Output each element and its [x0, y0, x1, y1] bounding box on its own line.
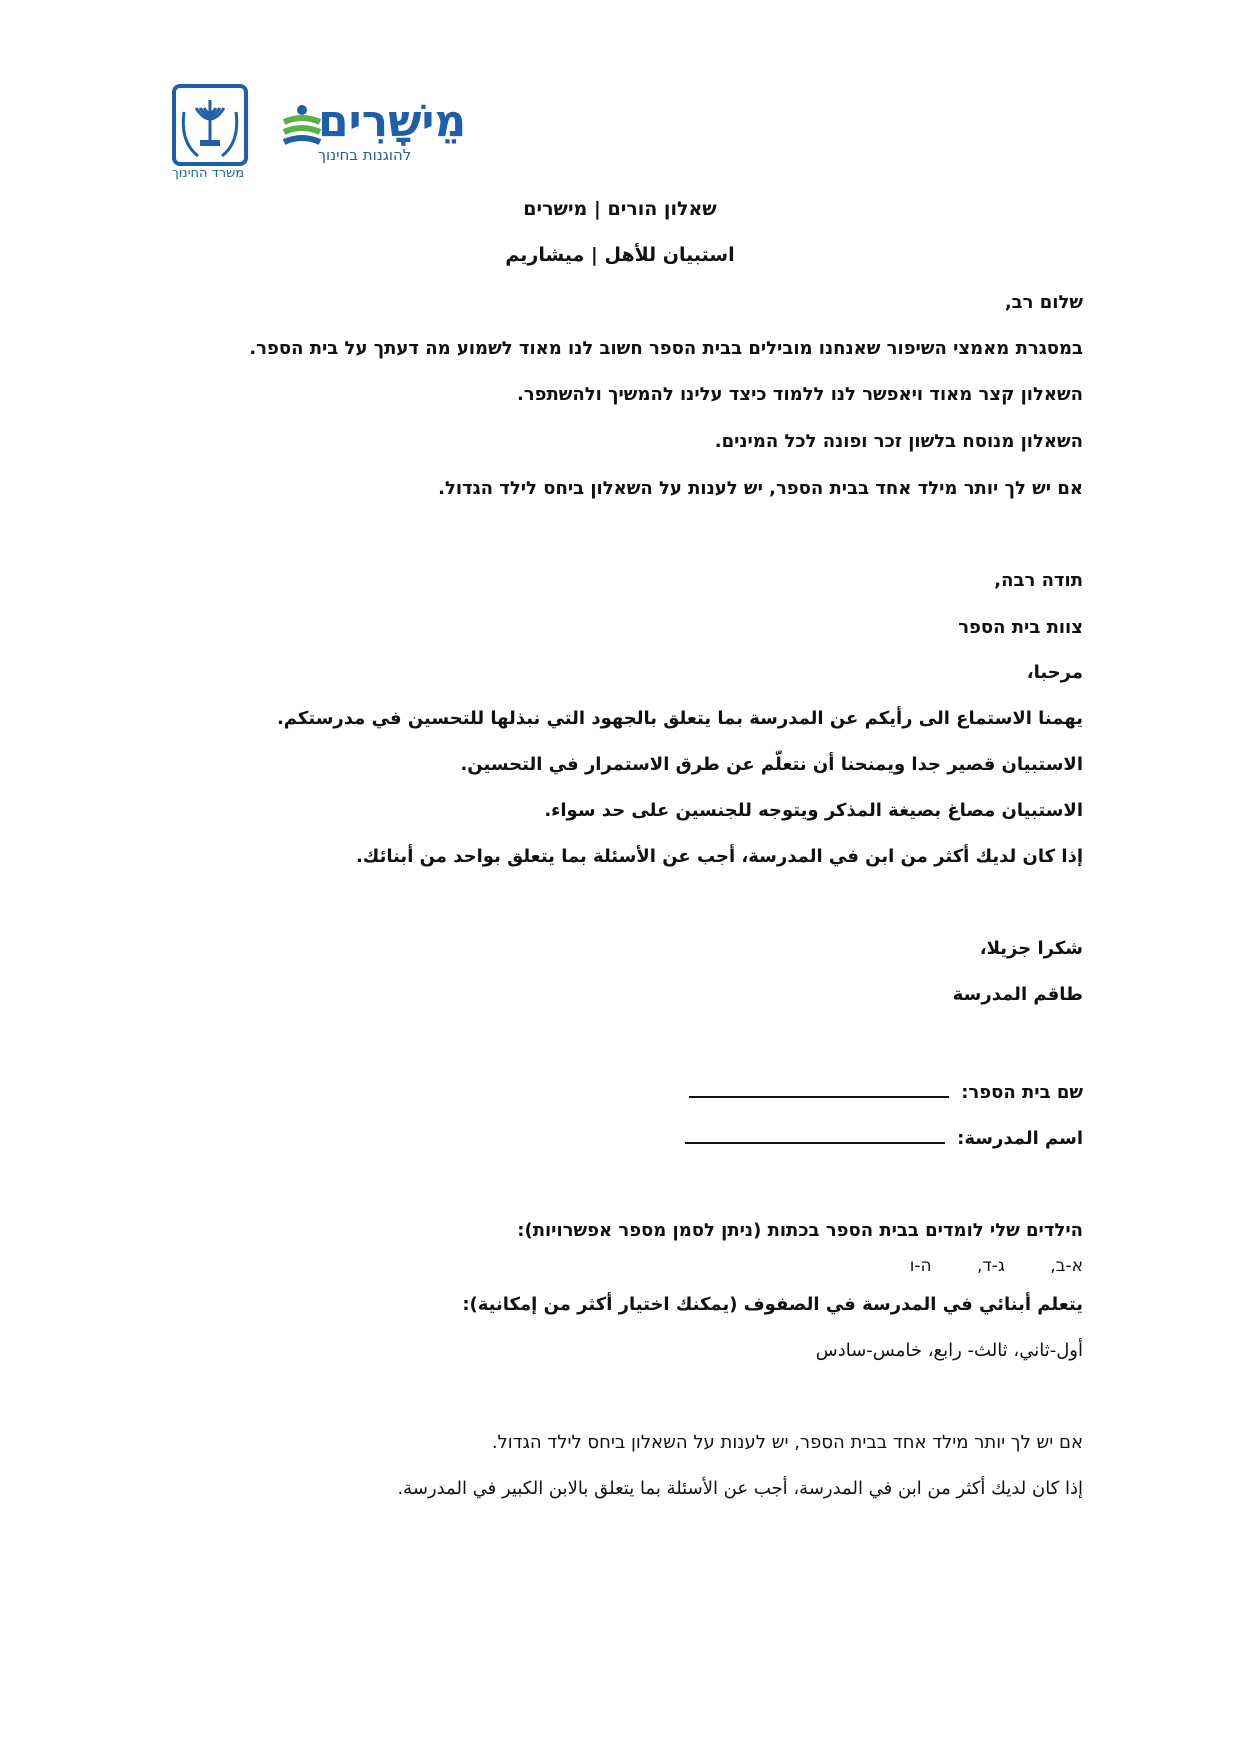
- meitarim-logo-title: מֵישָׁרִים: [318, 96, 467, 147]
- school-name-label-ar: اسم المدرسة:: [957, 1128, 1083, 1149]
- footer-note-ar: إذا كان لديك أكثر من ابن في المدرسة، أجب عن الأسئلة بما يتعلق بالابن الكبير في المدرسة.: [397, 1478, 1083, 1499]
- meitarim-logo-subtitle: להוגנות בחינוך: [318, 146, 412, 164]
- hebrew-paragraph-3: השאלון מנוסח בלשון זכר ופונה לכל המינים.: [714, 431, 1083, 452]
- arabic-greeting: مرحبا،: [1026, 662, 1083, 683]
- hebrew-paragraph-4: אם יש לך יותר מילד אחד בבית הספר, יש לענות על השאלון ביחס לילד הגדול.: [438, 478, 1083, 499]
- hebrew-thanks: תודה רבה,: [994, 570, 1083, 591]
- school-name-input-he[interactable]: [689, 1096, 949, 1098]
- grade-option-3-4[interactable]: ג-ד,: [977, 1256, 1005, 1276]
- arabic-paragraph-3: الاستبيان مصاغ بصيغة المذكر ويتوجه للجنسين على حد سواء.: [544, 800, 1083, 821]
- grades-question-ar: يتعلم أبنائي في المدرسة في الصفوف (يمكنك اختيار أكثر من إمكانية):: [462, 1294, 1083, 1315]
- arabic-thanks: شكرا جزيلا،: [979, 938, 1083, 959]
- ministry-caption: משרד החינוך: [171, 166, 245, 181]
- hebrew-greeting: שלום רב,: [1004, 292, 1083, 313]
- school-name-label-he: שם בית הספר:: [961, 1082, 1083, 1103]
- grades-question-he: הילדים שלי לומדים בבית הספר בכתות (ניתן לסמן מספר אפשרויות):: [517, 1220, 1083, 1241]
- school-name-input-ar[interactable]: [685, 1142, 945, 1144]
- hebrew-paragraph-1: במסגרת מאמצי השיפור שאנחנו מובילים בבית הספר חשוב לנו מאוד לשמוע מה דעתך על בית הספר.: [249, 338, 1083, 359]
- school-name-field-he: [689, 1082, 1083, 1103]
- title-arabic: استبيان للأهل | ميشاريم: [505, 244, 735, 266]
- title-hebrew: שאלון הורים | מישרים: [523, 198, 717, 220]
- hebrew-paragraph-2: השאלון קצר מאוד ויאפשר לנו ללמוד כיצד עלינו להמשיך ולהשתפר.: [516, 384, 1083, 405]
- arabic-paragraph-1: يهمنا الاستماع الى رأيكم عن المدرسة بما يتعلق بالجهود التي نبذلها للتحسين في مدرستكم.: [276, 708, 1083, 729]
- grade-option-5-6[interactable]: ה-ו: [909, 1256, 932, 1276]
- arabic-signature: طاقم المدرسة: [952, 984, 1083, 1005]
- grades-options-he: [870, 1256, 1083, 1276]
- grades-options-ar[interactable]: أول-ثاني، ثالث- رابع، خامس-سادس: [815, 1340, 1083, 1361]
- meitarim-mark-icon: [282, 104, 322, 146]
- arabic-paragraph-4: إذا كان لديك أكثر من ابن في المدرسة، أجب عن الأسئلة بما يتعلق بواحد من أبنائك.: [355, 846, 1083, 867]
- grade-option-1-2[interactable]: א-ב,: [1050, 1256, 1083, 1276]
- school-name-field-ar: [685, 1128, 1083, 1149]
- arabic-paragraph-2: الاستبيان قصير جدا ويمنحنا أن نتعلّم عن طرق الاستمرار في التحسين.: [460, 754, 1083, 775]
- hebrew-signature: צוות בית הספר: [958, 617, 1083, 638]
- footer-note-he: אם יש לך יותר מילד אחד בבית הספר, יש לענות על השאלון ביחס לילד הגדול.: [491, 1432, 1083, 1453]
